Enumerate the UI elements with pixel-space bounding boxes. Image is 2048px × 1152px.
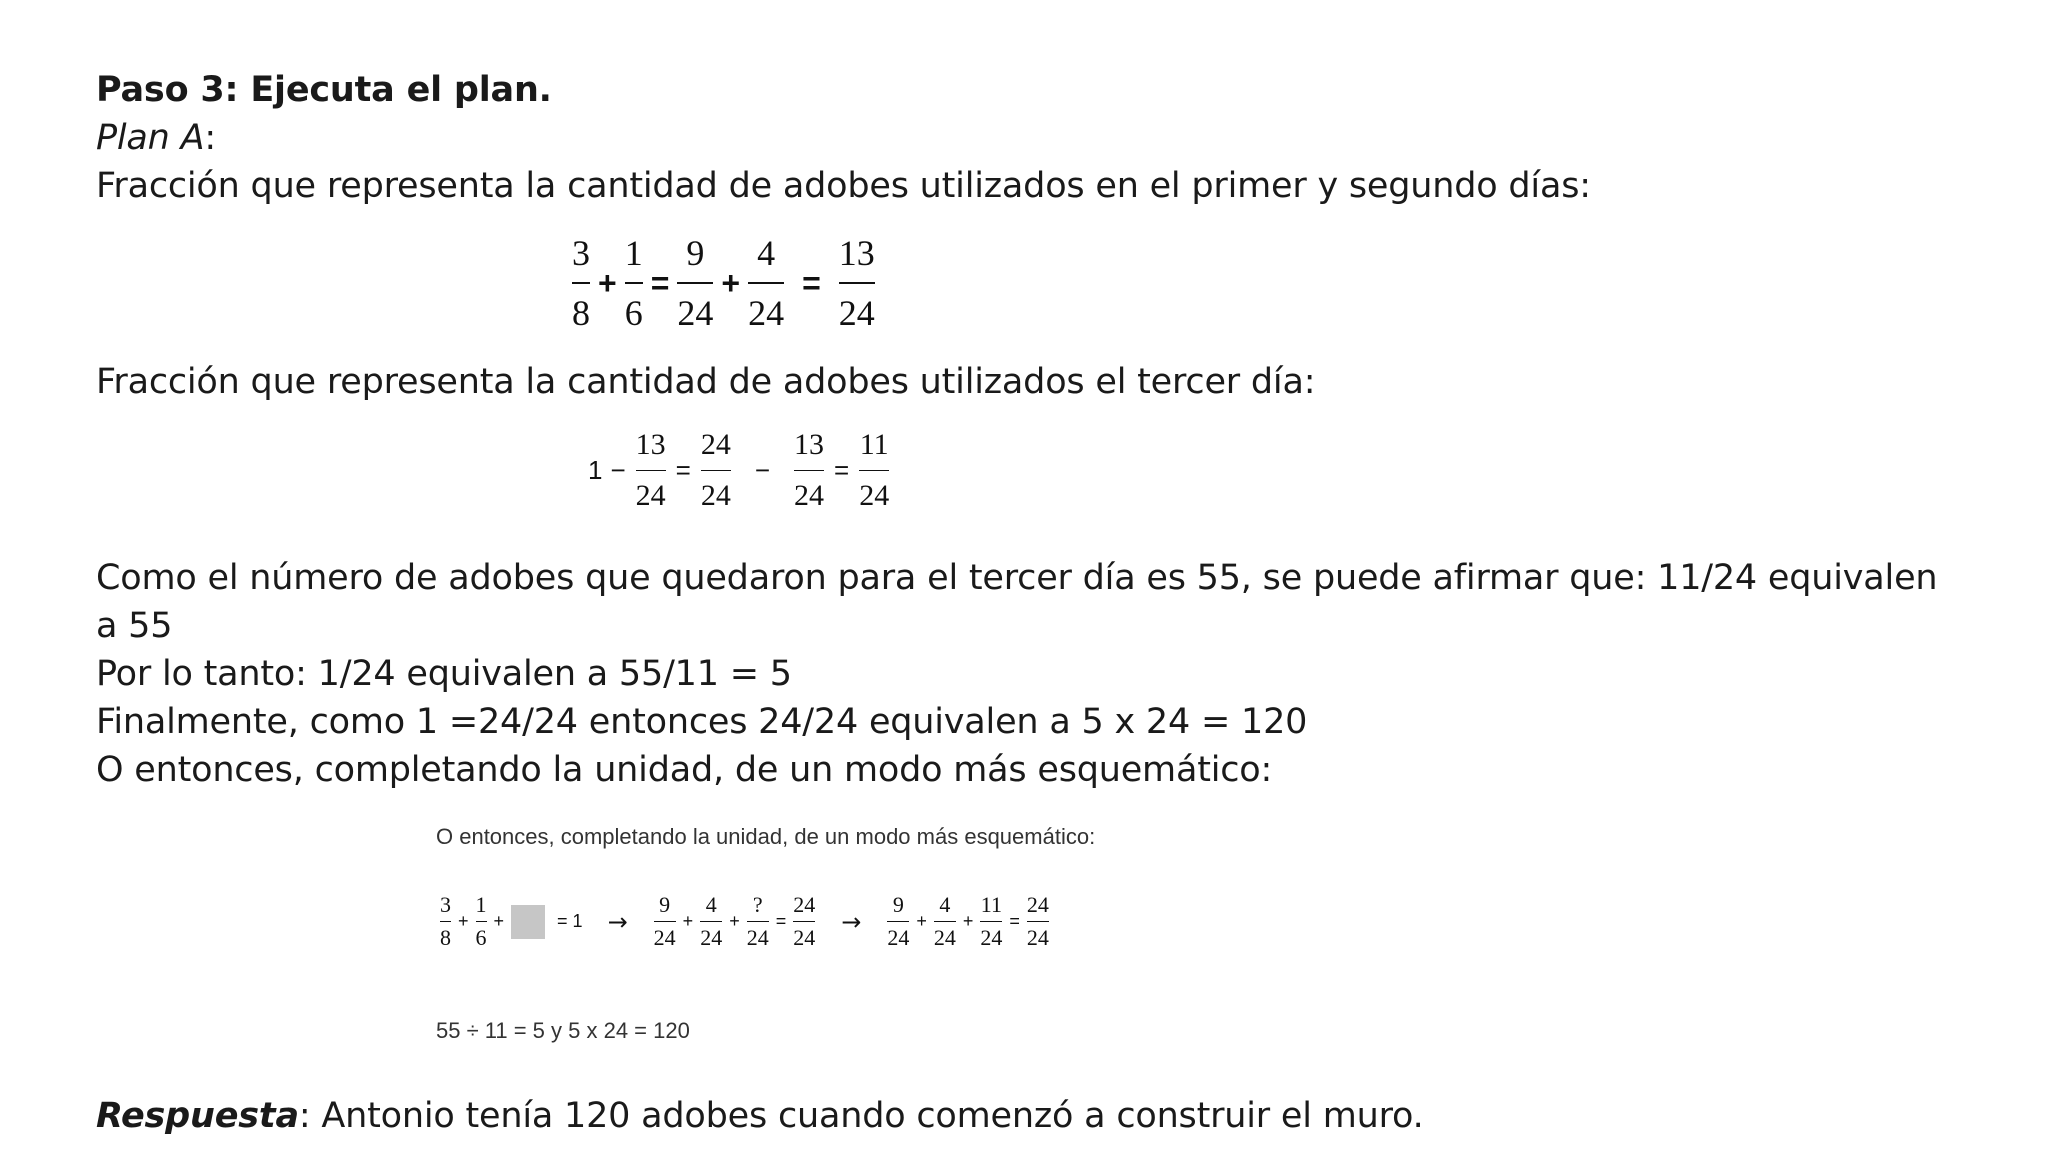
numerator: 4: [757, 233, 776, 273]
fraction-bar: [701, 470, 731, 471]
fraction: [568, 232, 594, 334]
equation-third-day: [584, 428, 895, 513]
equation-first-second-days: [568, 232, 879, 334]
operator: =: [675, 455, 691, 485]
numerator: 1: [624, 233, 643, 273]
fraction-bar: [476, 921, 487, 922]
answer-text: : Antonio tenía 120 adobes cuando comenzó a construir el muro.: [298, 1096, 1424, 1136]
operator: +: [729, 911, 740, 931]
fraction-bar: [677, 282, 713, 284]
denominator: 24: [653, 925, 676, 950]
first-second-days-text: Fracción que representa la cantidad de adobes utilizados en el primer y segundo días:: [96, 166, 1591, 206]
denominator: 24: [635, 479, 666, 512]
como-text-line-2: a 55: [96, 606, 173, 646]
fraction: [976, 892, 1006, 951]
numerator: 24: [1026, 892, 1049, 917]
denominator: 8: [440, 925, 451, 950]
fraction: [696, 892, 726, 951]
fraction-bar: [747, 921, 769, 922]
operator: = 1: [557, 911, 583, 931]
fraction: [853, 428, 895, 513]
fraction-bar: [839, 282, 875, 284]
denominator: 24: [838, 293, 875, 333]
fraction-bar: [636, 470, 666, 471]
denominator: 8: [572, 293, 590, 333]
numerator: 3: [572, 233, 590, 273]
finalmente-text: Finalmente, como 1 =24/24 entonces 24/24 equivalen a 5 x 24 = 120: [96, 702, 1308, 742]
denominator: 24: [700, 479, 731, 512]
fraction-bar: [748, 282, 784, 284]
schematic-equations: [436, 892, 1053, 951]
fraction-bar: [793, 921, 815, 922]
numerator: 24: [793, 892, 816, 917]
fraction: [695, 428, 737, 513]
denominator: 24: [677, 293, 714, 333]
denominator: 24: [700, 925, 723, 950]
numerator: 4: [705, 892, 717, 917]
one: 1: [588, 455, 603, 485]
operator: −: [754, 455, 771, 485]
numerator: 1: [475, 892, 487, 917]
fraction: [673, 232, 717, 334]
operator: +: [962, 911, 974, 931]
fraction-bar: [572, 282, 590, 284]
fraction-bar: [934, 921, 956, 922]
plan-label: Plan A: [96, 118, 205, 158]
fraction: [930, 892, 960, 951]
schematic-image: [426, 806, 1298, 1106]
fraction-bar: [625, 282, 643, 284]
denominator: 24: [1026, 925, 1049, 950]
fraction: [883, 892, 913, 951]
operator: =: [650, 264, 670, 301]
denominator: 24: [748, 293, 785, 333]
schematic-heading: O entonces, completando la unidad, de un modo más esquemático:: [436, 824, 1096, 849]
third-day-text: Fracción que representa la cantidad de adobes utilizados el tercer día:: [96, 362, 1316, 402]
denominator: 24: [980, 925, 1003, 950]
fraction: [743, 892, 773, 951]
numerator: 13: [635, 428, 666, 461]
fraction-bar: [980, 921, 1002, 922]
o-entonces-text: O entonces, completando la unidad, de un modo más esquemático:: [96, 750, 1273, 790]
operator: +: [682, 911, 694, 931]
operator: +: [458, 911, 469, 931]
numerator: 24: [700, 428, 731, 461]
fraction: [788, 428, 830, 513]
fraction: [650, 892, 680, 951]
operator: =: [775, 911, 787, 931]
fraction-bar: [859, 470, 889, 471]
numerator: 13: [794, 428, 825, 461]
operator: +: [493, 911, 505, 931]
fraction: [1023, 892, 1053, 951]
answer-label: Respuesta: [96, 1096, 299, 1136]
operator: =: [834, 455, 850, 485]
step-heading: Paso 3: Ejecuta el plan.: [96, 70, 552, 110]
fraction: [744, 232, 788, 334]
plan-label-line: [96, 114, 216, 162]
denominator: 6: [475, 925, 487, 950]
denominator: 24: [933, 925, 956, 950]
denominator: 6: [624, 293, 643, 333]
fraction: [630, 428, 672, 513]
por-lo-tanto-text: Por lo tanto: 1/24 equivalen a 55/11 = 5: [96, 654, 792, 694]
numerator: 9: [659, 892, 671, 917]
fraction: [436, 892, 455, 951]
fraction-bar: [440, 921, 451, 922]
como-text-line-1: Como el número de adobes que quedaron para el tercer día es 55, se puede afirmar que: 11/24 equivalen: [96, 558, 1938, 598]
fraction-bar: [1027, 921, 1049, 922]
fraction-bar: [654, 921, 676, 922]
operator: −: [610, 455, 626, 485]
numerator: 9: [686, 233, 705, 273]
numerator: ?: [752, 892, 763, 917]
plan-colon: :: [204, 118, 216, 158]
numerator: 9: [892, 892, 904, 917]
denominator: 24: [887, 925, 910, 950]
fraction-bar: [887, 921, 909, 922]
arrow-right-icon: →: [841, 907, 862, 936]
denominator: 24: [794, 479, 825, 512]
operator: +: [916, 911, 927, 931]
denominator: 24: [793, 925, 816, 950]
numerator: 13: [838, 233, 875, 273]
operator: +: [598, 264, 617, 301]
numerator: 3: [440, 892, 451, 917]
numerator: 4: [939, 892, 951, 917]
numerator: 11: [859, 428, 889, 461]
operator: =: [802, 264, 821, 301]
denominator: 24: [746, 925, 769, 950]
schematic-calculation: 55 ÷ 11 = 5 y 5 x 24 = 120: [436, 1018, 690, 1043]
fraction-bar: [700, 921, 722, 922]
denominator: 24: [859, 479, 890, 512]
unknown-box: [511, 905, 545, 939]
numerator: 11: [980, 892, 1002, 917]
fraction-bar: [794, 470, 824, 471]
fraction: [472, 892, 491, 951]
answer-line: [96, 1092, 1424, 1140]
operator: =: [1009, 911, 1020, 931]
fraction: [835, 232, 879, 334]
fraction: [621, 232, 647, 334]
arrow-right-icon: →: [607, 907, 628, 936]
operator: +: [721, 264, 741, 301]
fraction: [789, 892, 819, 951]
